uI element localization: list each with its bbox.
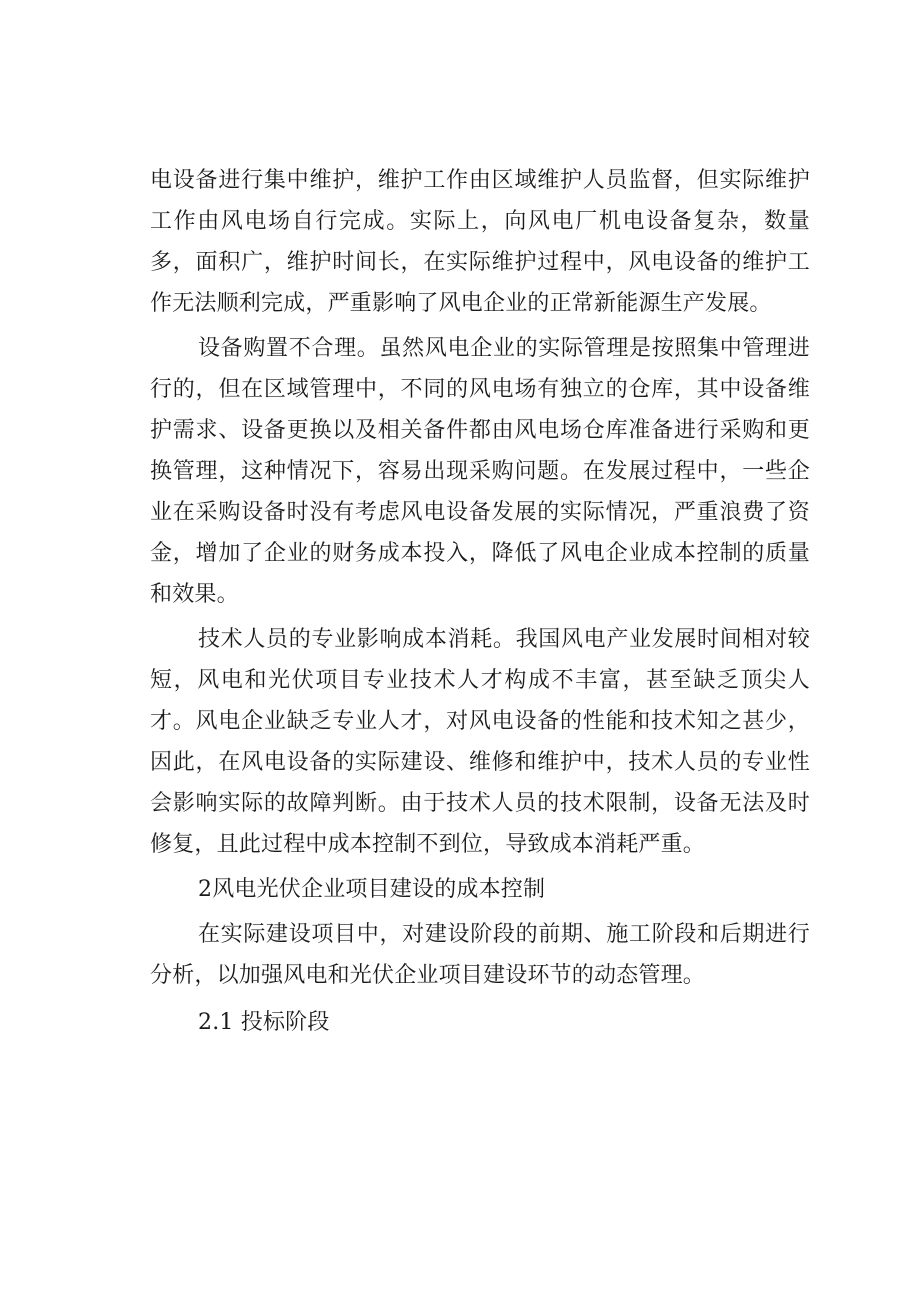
paragraph-maintenance-continued: 电设备进行集中维护，维护工作由区域维护人员监督，但实际维护工作由风电场自行完成。实际上，向风电厂机电设备复杂，数量多，面积广，维护时间长，在实际维护过程中，风电设备的维护工作无法顺利完成，严重影响了风电企业的正常新能源生产发展。 <box>150 168 810 316</box>
paragraph-equipment-purchase: 设备购置不合理。虽然风电企业的实际管理是按照集中管理进行的，但在区域管理中，不同的风电场有独立的仓库，其中设备维护需求、设备更换以及相关备件都由风电场仓库准备进行采购和更换管理，这种情况下，容易出现采购问题。在发展过程中，一些企业在采购设备时没有考虑风电设备发展的实际情况，严重浪费了资金，增加了企业的财务成本投入，降低了风电企业成本控制的质量和效果。 <box>150 336 810 607</box>
paragraph-section-intro: 在实际建设项目中，对建设阶段的前期、施工阶段和后期进行分析，以加强风电和光伏企业项目建设环节的动态管理。 <box>150 922 810 988</box>
document-body <box>150 160 810 1043</box>
paragraph-technical-staff: 技术人员的专业影响成本消耗。我国风电产业发展时间相对较短，风电和光伏项目专业技术人才构成不丰富，甚至缺乏顶尖人才。风电企业缺乏专业人才，对风电设备的性能和技术知之甚少，因此，在风电设备的实际建设、维修和维护中，技术人员的专业性会影响实际的故障判断。由于技术人员的技术限制，设备无法及时修复，且此过程中成本控制不到位，导致成本消耗严重。 <box>150 627 810 857</box>
section-heading-cost-control: 2风电光伏企业项目建设的成本控制 <box>198 877 546 902</box>
subsection-heading-bidding: 2.1 投标阶段 <box>198 1010 330 1035</box>
